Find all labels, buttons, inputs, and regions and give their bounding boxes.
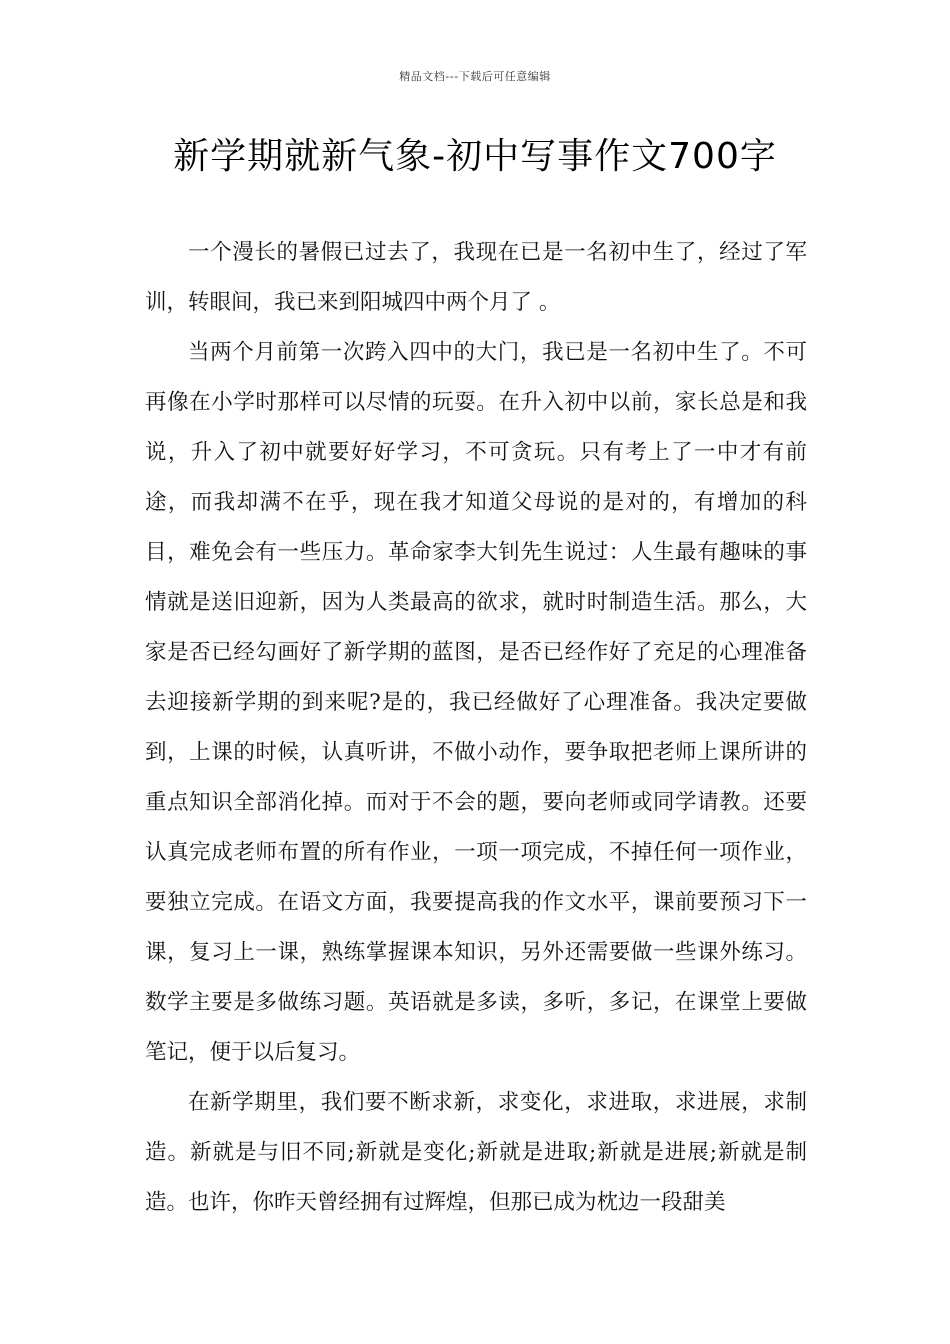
- paragraph-1: 一个漫长的暑假已过去了，我现在已是一名初中生了，经过了军训，转眼间，我已来到阳城四中两个月了 。: [145, 240, 807, 315]
- paragraph-2: 当两个月前第一次跨入四中的大门，我已是一名初中生了。不可再像在小学时那样可以尽情的玩耍。在升入初中以前，家长总是和我说，升入了初中就要好好学习，不可贪玩。只有考上了一中才有前途，而我却满不在乎，现在我才知道父母说的是对的，有增加的科目，难免会有一些压力。革命家李大钊先生说过：人生最有趣味的事情就是送旧迎新，因为人类最高的欲求，就时时制造生活。那么，大家是否已经勾画好了新学期的蓝图，是否已经作好了充足的心理准备去迎接新学期的到来呢?是的，我已经做好了心理准备。我决定要做到，上课的时候，认真听讲，不做小动作，要争取把老师上课所讲的重点知识全部消化掉。而对于不会的题，要向老师或同学请教。还要认真完成老师布置的所有作业，一项一项完成，不掉任何一项作业，要独立完成。在语文方面，我要提高我的作文水平，课前要预习下一课，复习上一课，熟练掌握课本知识，另外还需要做一些课外练习。数学主要是多做练习题。英语就是多读，多听，多记，在课堂上要做笔记，便于以后复习。: [145, 340, 807, 1065]
- header-note: 精品文档---下载后可任意编辑: [399, 70, 551, 83]
- document-title: 新学期就新气象-初中写事作文700字: [173, 136, 777, 177]
- paragraph-3: 在新学期里，我们要不断求新，求变化，求进取，求进展，求制造。新就是与旧不同;新就是变化;新就是进取;新就是进展;新就是制造。也许，你昨天曾经拥有过辉煌，但那已成为枕边一段甜美: [145, 1090, 807, 1215]
- document-body: [145, 228, 807, 1228]
